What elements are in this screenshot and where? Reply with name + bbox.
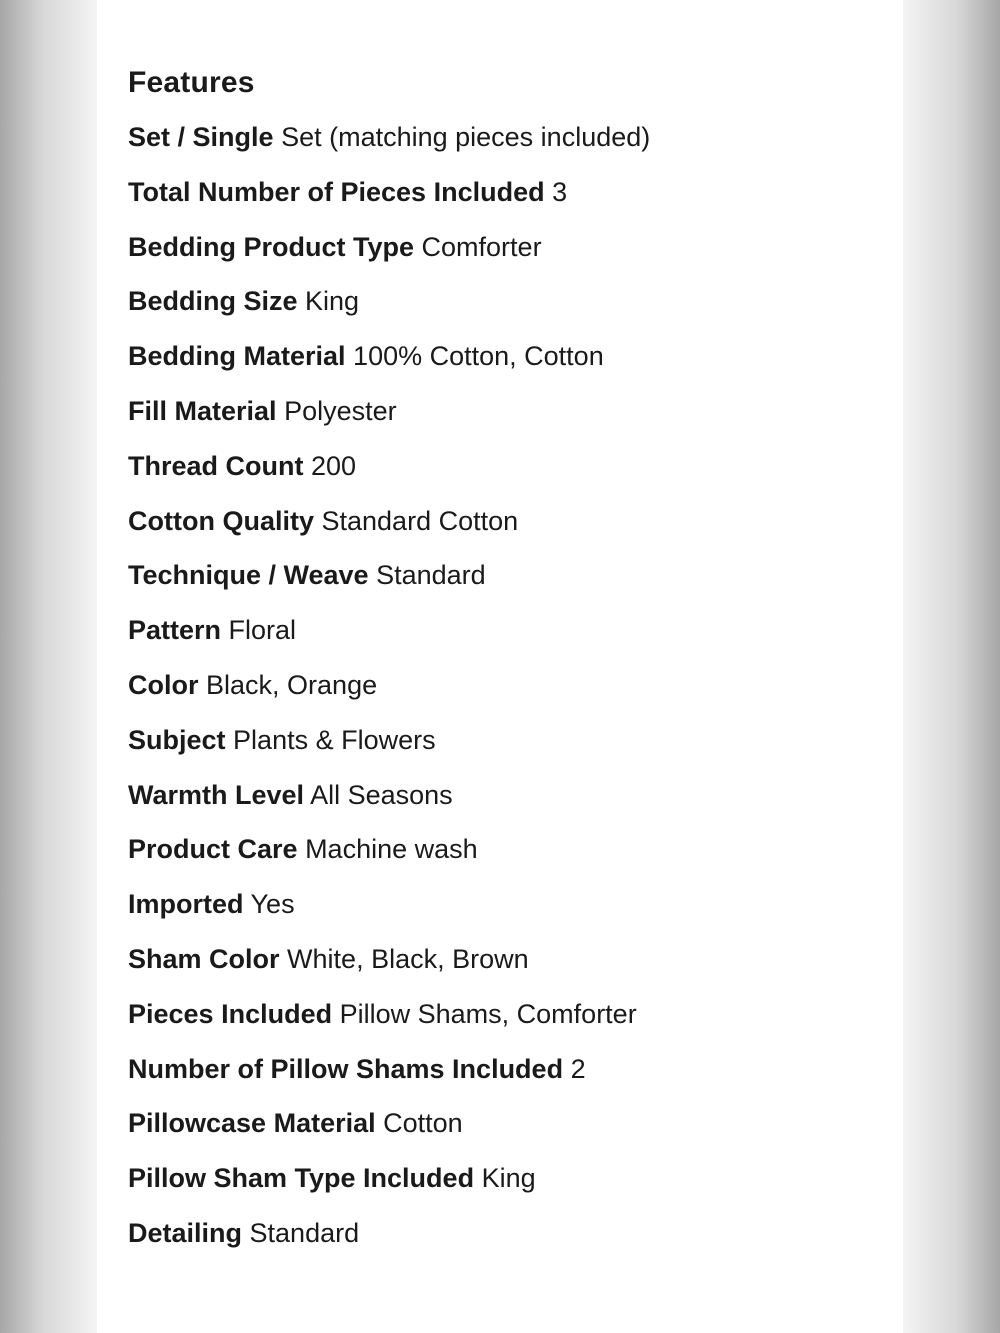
feature-row bbox=[128, 391, 903, 431]
feature-label: Pieces Included bbox=[128, 998, 333, 1029]
feature-value: King bbox=[481, 1163, 536, 1194]
feature-label: Bedding Product Type bbox=[128, 231, 415, 262]
feature-label: Product Care bbox=[128, 834, 298, 865]
feature-row bbox=[128, 1213, 903, 1253]
feature-value: Floral bbox=[228, 615, 297, 646]
feature-value: Pillow Shams, Comforter bbox=[339, 998, 637, 1029]
features-heading: Features bbox=[128, 66, 255, 99]
feature-label: Color bbox=[128, 669, 199, 700]
feature-label: Number of Pillow Shams Included bbox=[128, 1053, 564, 1084]
feature-label: Bedding Size bbox=[128, 286, 298, 317]
feature-label: Bedding Material bbox=[128, 341, 346, 372]
feature-value: All Seasons bbox=[310, 779, 453, 810]
feature-value: White, Black, Brown bbox=[287, 943, 529, 974]
feature-value: Plants & Flowers bbox=[233, 724, 436, 755]
feature-label: Thread Count bbox=[128, 450, 304, 481]
feature-value: 100% Cotton, Cotton bbox=[353, 341, 604, 372]
feature-label: Total Number of Pieces Included bbox=[128, 176, 545, 207]
feature-value: Standard Cotton bbox=[321, 505, 519, 536]
feature-row bbox=[128, 720, 903, 760]
feature-label: Pillow Sham Type Included bbox=[128, 1163, 475, 1194]
feature-value: King bbox=[305, 286, 360, 317]
feature-value: 200 bbox=[311, 450, 357, 481]
feature-label: Imported bbox=[128, 889, 244, 920]
feature-label: Subject bbox=[128, 724, 226, 755]
feature-row bbox=[128, 336, 903, 376]
feature-row bbox=[128, 1103, 903, 1143]
feature-row bbox=[128, 172, 903, 212]
feature-value: Set (matching pieces included) bbox=[281, 122, 651, 152]
feature-row bbox=[128, 939, 903, 979]
feature-row bbox=[128, 884, 903, 924]
feature-value: Machine wash bbox=[305, 834, 478, 865]
feature-value: 3 bbox=[552, 176, 568, 207]
feature-value: Standard bbox=[249, 1217, 360, 1248]
feature-label: Fill Material bbox=[128, 395, 277, 426]
feature-row bbox=[128, 446, 903, 486]
feature-row bbox=[128, 117, 903, 157]
feature-value: Standard bbox=[376, 560, 486, 591]
feature-value: Polyester bbox=[284, 395, 397, 426]
feature-row bbox=[128, 501, 903, 541]
feature-label: Warmth Level bbox=[128, 779, 305, 810]
feature-row bbox=[128, 775, 903, 815]
feature-row bbox=[128, 227, 903, 267]
feature-row bbox=[128, 281, 903, 321]
feature-row bbox=[128, 1158, 903, 1198]
feature-label: Technique / Weave bbox=[128, 560, 369, 591]
feature-value: 2 bbox=[570, 1053, 586, 1084]
feature-row bbox=[128, 555, 903, 595]
feature-value: Cotton bbox=[383, 1108, 463, 1139]
feature-list bbox=[128, 117, 903, 1253]
feature-row bbox=[128, 610, 903, 650]
feature-value: Yes bbox=[250, 889, 295, 920]
features-panel bbox=[97, 0, 903, 1333]
left-background-margin bbox=[0, 0, 97, 1333]
feature-value: Black, Orange bbox=[206, 669, 378, 700]
feature-label: Pillowcase Material bbox=[128, 1108, 376, 1139]
feature-row bbox=[128, 665, 903, 705]
feature-label: Pattern bbox=[128, 615, 222, 646]
feature-label: Cotton Quality bbox=[128, 505, 314, 536]
right-background-margin bbox=[903, 0, 1000, 1333]
feature-row bbox=[128, 1049, 903, 1089]
feature-row bbox=[128, 994, 903, 1034]
feature-row bbox=[128, 829, 903, 869]
feature-label: Sham Color bbox=[128, 943, 280, 974]
feature-label: Set / Single bbox=[128, 122, 274, 152]
feature-label: Detailing bbox=[128, 1217, 243, 1248]
feature-value: Comforter bbox=[421, 231, 542, 262]
